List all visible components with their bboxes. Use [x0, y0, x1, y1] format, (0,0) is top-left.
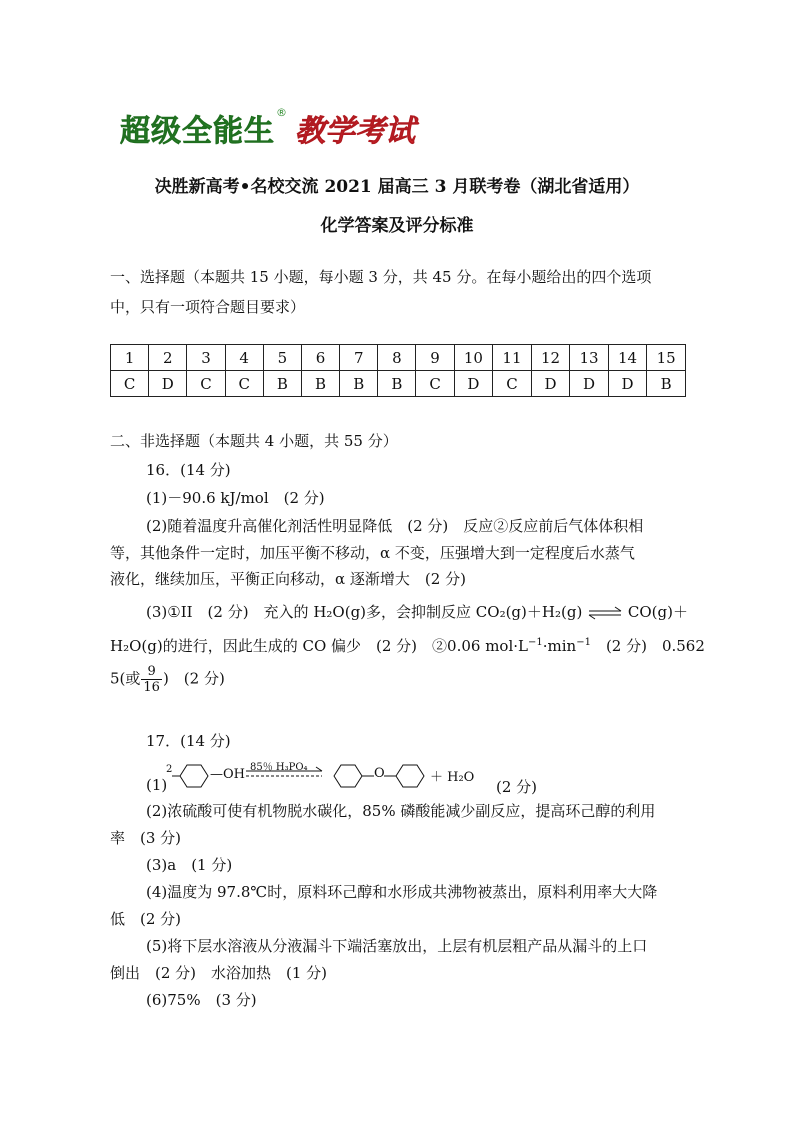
qnum-cell: 8	[378, 345, 416, 371]
q16-answer-1: (1)－90.6 kJ/mol (2 分)	[146, 489, 325, 507]
q17-answer-4-line1: (4)温度为 97.8℃时，原料环己醇和水形成共沸物被蒸出，原料利用率大大降	[146, 883, 658, 901]
qnum-cell: 4	[225, 345, 263, 371]
qnum-cell: 13	[570, 345, 609, 371]
q16-answer-2-line1: (2)随着温度升高催化剂活性明显降低 (2 分) 反应②反应前后气体体积相	[146, 517, 644, 535]
q17-answer-5-line2: 倒出 (2 分) 水浴加热 (1 分)	[110, 964, 328, 982]
q17-answer-2-line2: 率 (3 分)	[110, 829, 182, 847]
qnum-cell: 14	[608, 345, 647, 371]
doc-subtitle: 化学答案及评分标准	[320, 216, 474, 236]
q17-answer-2-line1: (2)浓硫酸可使有机物脱水碳化，85% 磷酸能减少副反应，提高环己醇的利用	[146, 802, 656, 820]
answer-cell: B	[340, 371, 378, 397]
q16-answer-3-line1	[146, 601, 688, 622]
exponent: −1	[527, 637, 543, 648]
q17-eq-water: ＋ H₂O	[430, 770, 475, 785]
q16-answer-3-line2	[110, 635, 705, 656]
qnum-cell: 5	[263, 345, 301, 371]
q16-a3-text-g: ) (2 分)	[162, 669, 225, 688]
q16-a3-text-f: 5(或	[110, 669, 141, 688]
q17-answer-5-line1: (5)将下层水溶液从分液漏斗下端活塞放出，上层有机层粗产品从漏斗的上口	[146, 937, 648, 955]
answer-cell: B	[263, 371, 301, 397]
q16-a3-text-a: (3)①II (2 分) 充入的 H₂O(g)多，会抑制反应 CO₂(g)＋H₂(g)	[146, 603, 583, 621]
registered-mark: ®	[276, 106, 287, 119]
q16-answer-2-line3: 液化，继续加压，平衡正向移动，α 逐渐增大 (2 分)	[110, 570, 466, 588]
answer-table	[110, 344, 686, 397]
brand-logo	[120, 106, 415, 149]
qnum-cell: 11	[493, 345, 532, 371]
qnum-cell: 9	[416, 345, 454, 371]
fraction-numerator: 9	[141, 664, 162, 680]
question-number-row	[111, 345, 686, 371]
fraction	[141, 664, 162, 695]
q17-answer-4-line2: 低 (2 分)	[110, 910, 182, 928]
q17-eq-hydroxyl: —OH	[210, 767, 245, 782]
q16-answer-2-line2: 等，其他条件一定时，加压平衡不移动，α 不变，压强增大到一定程度后水蒸气	[110, 544, 635, 562]
answer-row	[111, 371, 686, 397]
q17-equation	[146, 756, 686, 796]
q17-eq-score: (2 分)	[496, 778, 538, 796]
section1-intro-line1: 一、选择题（本题共 15 小题，每小题 3 分，共 45 分。在每小题给出的四个选项	[110, 268, 652, 286]
q16-answer-3-line3	[110, 664, 225, 695]
q17-heading: 17．(14 分)	[146, 732, 231, 750]
section2-heading: 二、非选择题（本题共 4 小题，共 55 分）	[110, 432, 398, 450]
answer-cell: C	[416, 371, 454, 397]
answer-cell: D	[608, 371, 647, 397]
q16-a3-text-b: CO(g)＋	[627, 603, 688, 621]
answer-cell: B	[647, 371, 686, 397]
q17-answer-6: (6)75% (3 分)	[146, 991, 257, 1009]
qnum-cell: 1	[111, 345, 149, 371]
answer-cell: C	[493, 371, 532, 397]
qnum-cell: 10	[454, 345, 493, 371]
answer-cell: D	[149, 371, 187, 397]
logo-subtitle: 教学考试	[295, 114, 415, 149]
answer-cell: D	[531, 371, 570, 397]
equilibrium-arrow-icon	[587, 606, 623, 620]
qnum-cell: 3	[187, 345, 225, 371]
exponent: −1	[576, 637, 591, 648]
qnum-cell: 6	[301, 345, 339, 371]
reaction-arrow-icon	[246, 766, 326, 780]
answer-cell: D	[570, 371, 609, 397]
fraction-denominator: 16	[143, 680, 160, 695]
qnum-cell: 2	[149, 345, 187, 371]
exam-title: 决胜新高考•名校交流 2021 届高三 3 月联考卷（湖北省适用）	[154, 177, 640, 197]
qnum-cell: 12	[531, 345, 570, 371]
cyclohexane-ring-icon	[384, 760, 430, 792]
q17-eq-coefficient: 2	[166, 764, 173, 775]
q16-heading: 16．(14 分)	[146, 461, 231, 479]
qnum-cell: 7	[340, 345, 378, 371]
qnum-cell: 15	[647, 345, 686, 371]
answer-cell: C	[111, 371, 149, 397]
section1-intro-line2: 中，只有一项符合题目要求）	[110, 298, 306, 316]
q17-answer-3: (3)a (1 分)	[146, 856, 233, 874]
answer-cell: B	[378, 371, 416, 397]
q17-eq-ether-oxygen: O	[374, 766, 385, 781]
q16-a3-text-c: H₂O(g)的进行，因此生成的 CO 偏少 (2 分) ②0.06 mol·L	[110, 637, 528, 655]
q16-a3-text-d: ·min	[542, 637, 577, 655]
q16-a3-text-e: (2 分) 0.562	[590, 637, 705, 655]
cyclohexane-ring-icon	[328, 760, 374, 792]
answer-cell: C	[225, 371, 263, 397]
q17-eq-label: (1)	[146, 776, 168, 794]
logo-text: 超级全能生	[120, 114, 275, 149]
answer-cell: C	[187, 371, 225, 397]
answer-cell: D	[454, 371, 493, 397]
q17-eq-condition: 85％ H₃PO₄	[250, 762, 308, 773]
answer-cell: B	[301, 371, 339, 397]
